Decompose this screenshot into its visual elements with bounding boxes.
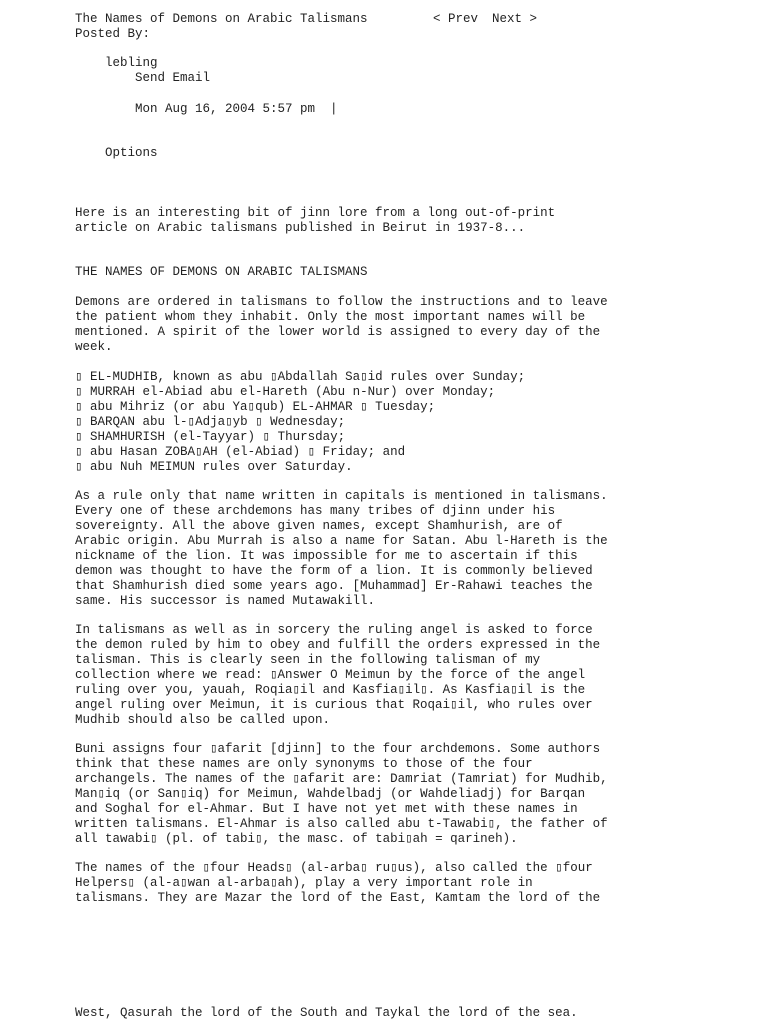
text-line: Mudhib should also be called upon. <box>75 713 331 727</box>
paragraph-four-heads-continued <box>75 1006 675 1021</box>
post-title: The Names of Demons on Arabic Talismans <box>75 12 368 26</box>
text-line: West, Qasurah the lord of the South and Taykal the lord of the sea. <box>75 1006 578 1020</box>
paragraph-demons-ordered <box>75 295 675 355</box>
text-line: Every one of these archdemons has many tribes of djinn under his <box>75 504 556 518</box>
send-email-link[interactable]: Send Email <box>135 71 211 85</box>
list-item: ▯ MURRAH el-Abiad abu el-Hareth (Abu n-Nur) over Monday; <box>75 385 496 399</box>
text-line: week. <box>75 340 113 354</box>
text-line: same. His successor is named Mutawakill. <box>75 594 376 608</box>
text-line: Arabic origin. Abu Murrah is also a name for Satan. Abu l-Hareth is the <box>75 534 608 548</box>
text-line: sovereignty. All the above given names, except Shamhurish, are of <box>75 519 563 533</box>
text-line: think that these names are only synonyms to those of the four <box>75 757 533 771</box>
text-line: talismans. They are Mazar the lord of the East, Kamtam the lord of the <box>75 891 601 905</box>
text-line: nickname of the lion. It was impossible for me to ascertain if this <box>75 549 578 563</box>
text-line: Man▯iq (or San▯iq) for Meimun, Wahdelbadj (or Wahdeliadj) for Barqan <box>75 787 586 801</box>
text-line: Buni assigns four ▯afarit [djinn] to the four archdemons. Some authors <box>75 742 601 756</box>
list-item: ▯ EL-MUDHIB, known as abu ▯Abdallah Sa▯id rules over Sunday; <box>75 370 526 384</box>
text-line: As a rule only that name written in capitals is mentioned in talismans. <box>75 489 608 503</box>
intro-paragraph <box>75 206 675 236</box>
prev-link[interactable]: < Prev <box>433 12 479 26</box>
posted-by-label: Posted By: <box>75 27 151 41</box>
options-link[interactable]: Options <box>105 146 158 160</box>
text-line: Here is an interesting bit of jinn lore from a long out-of-print <box>75 206 556 220</box>
list-item: ▯ abu Mihriz (or abu Ya▯qub) EL-AHMAR ▯ Tuesday; <box>75 400 436 414</box>
list-item: ▯ abu Nuh MEIMUN rules over Saturday. <box>75 460 353 474</box>
days-list <box>75 370 675 475</box>
list-item: ▯ BARQAN abu l-▯Adja▯yb ▯ Wednesday; <box>75 415 346 429</box>
text-line: In talismans as well as in sorcery the ruling angel is asked to force <box>75 623 593 637</box>
text-line: all tawabi▯ (pl. of tabi▯, the masc. of tabi▯ah = qarineh). <box>75 832 518 846</box>
text-line: collection where we read: ▯Answer O Meimun by the force of the angel <box>75 668 586 682</box>
text-line: Demons are ordered in talismans to follow the instructions and to leave <box>75 295 608 309</box>
text-line: Helpers▯ (al-a▯wan al-arba▯ah), play a very important role in <box>75 876 533 890</box>
list-item: ▯ SHAMHURISH (el-Tayyar) ▯ Thursday; <box>75 430 346 444</box>
post-timestamp: Mon Aug 16, 2004 5:57 pm | <box>135 102 338 116</box>
text-line: demon was thought to have the form of a lion. It is commonly believed <box>75 564 593 578</box>
text-line: archangels. The names of the ▯afarit are: Damriat (Tamriat) for Mudhib, <box>75 772 608 786</box>
text-line: ruling over you, yauah, Roqia▯il and Kasfia▯il▯. As Kasfia▯il is the <box>75 683 586 697</box>
text-line: that Shamhurish died some years ago. [Muhammad] Er-Rahawi teaches the <box>75 579 593 593</box>
paragraph-four-heads <box>75 861 675 906</box>
next-link[interactable]: Next > <box>492 12 538 26</box>
text-line: The names of the ▯four Heads▯ (al-arba▯ ru▯us), also called the ▯four <box>75 861 593 875</box>
paragraph-rule-capitals <box>75 489 675 609</box>
text-line: and Soghal for el-Ahmar. But I have not yet met with these names in <box>75 802 578 816</box>
text-line: angel ruling over Meimun, it is curious that Roqai▯il, who rules over <box>75 698 593 712</box>
text-line: written talismans. El-Ahmar is also called abu t-Tawabi▯, the father of <box>75 817 608 831</box>
author-name-link[interactable]: lebling <box>105 56 158 70</box>
text-line: mentioned. A spirit of the lower world is assigned to every day of the <box>75 325 601 339</box>
paragraph-buni-afarit <box>75 742 675 847</box>
text-line: article on Arabic talismans published in Beirut in 1937-8... <box>75 221 526 235</box>
paragraph-ruling-angel <box>75 623 675 728</box>
article-heading: THE NAMES OF DEMONS ON ARABIC TALISMANS <box>75 265 368 279</box>
text-line: talisman. This is clearly seen in the following talisman of my <box>75 653 541 667</box>
list-item: ▯ abu Hasan ZOBA▯AH (el-Abiad) ▯ Friday; and <box>75 445 406 459</box>
text-line: the demon ruled by him to obey and fulfill the orders expressed in the <box>75 638 601 652</box>
text-line: the patient whom they inhabit. Only the most important names will be <box>75 310 586 324</box>
